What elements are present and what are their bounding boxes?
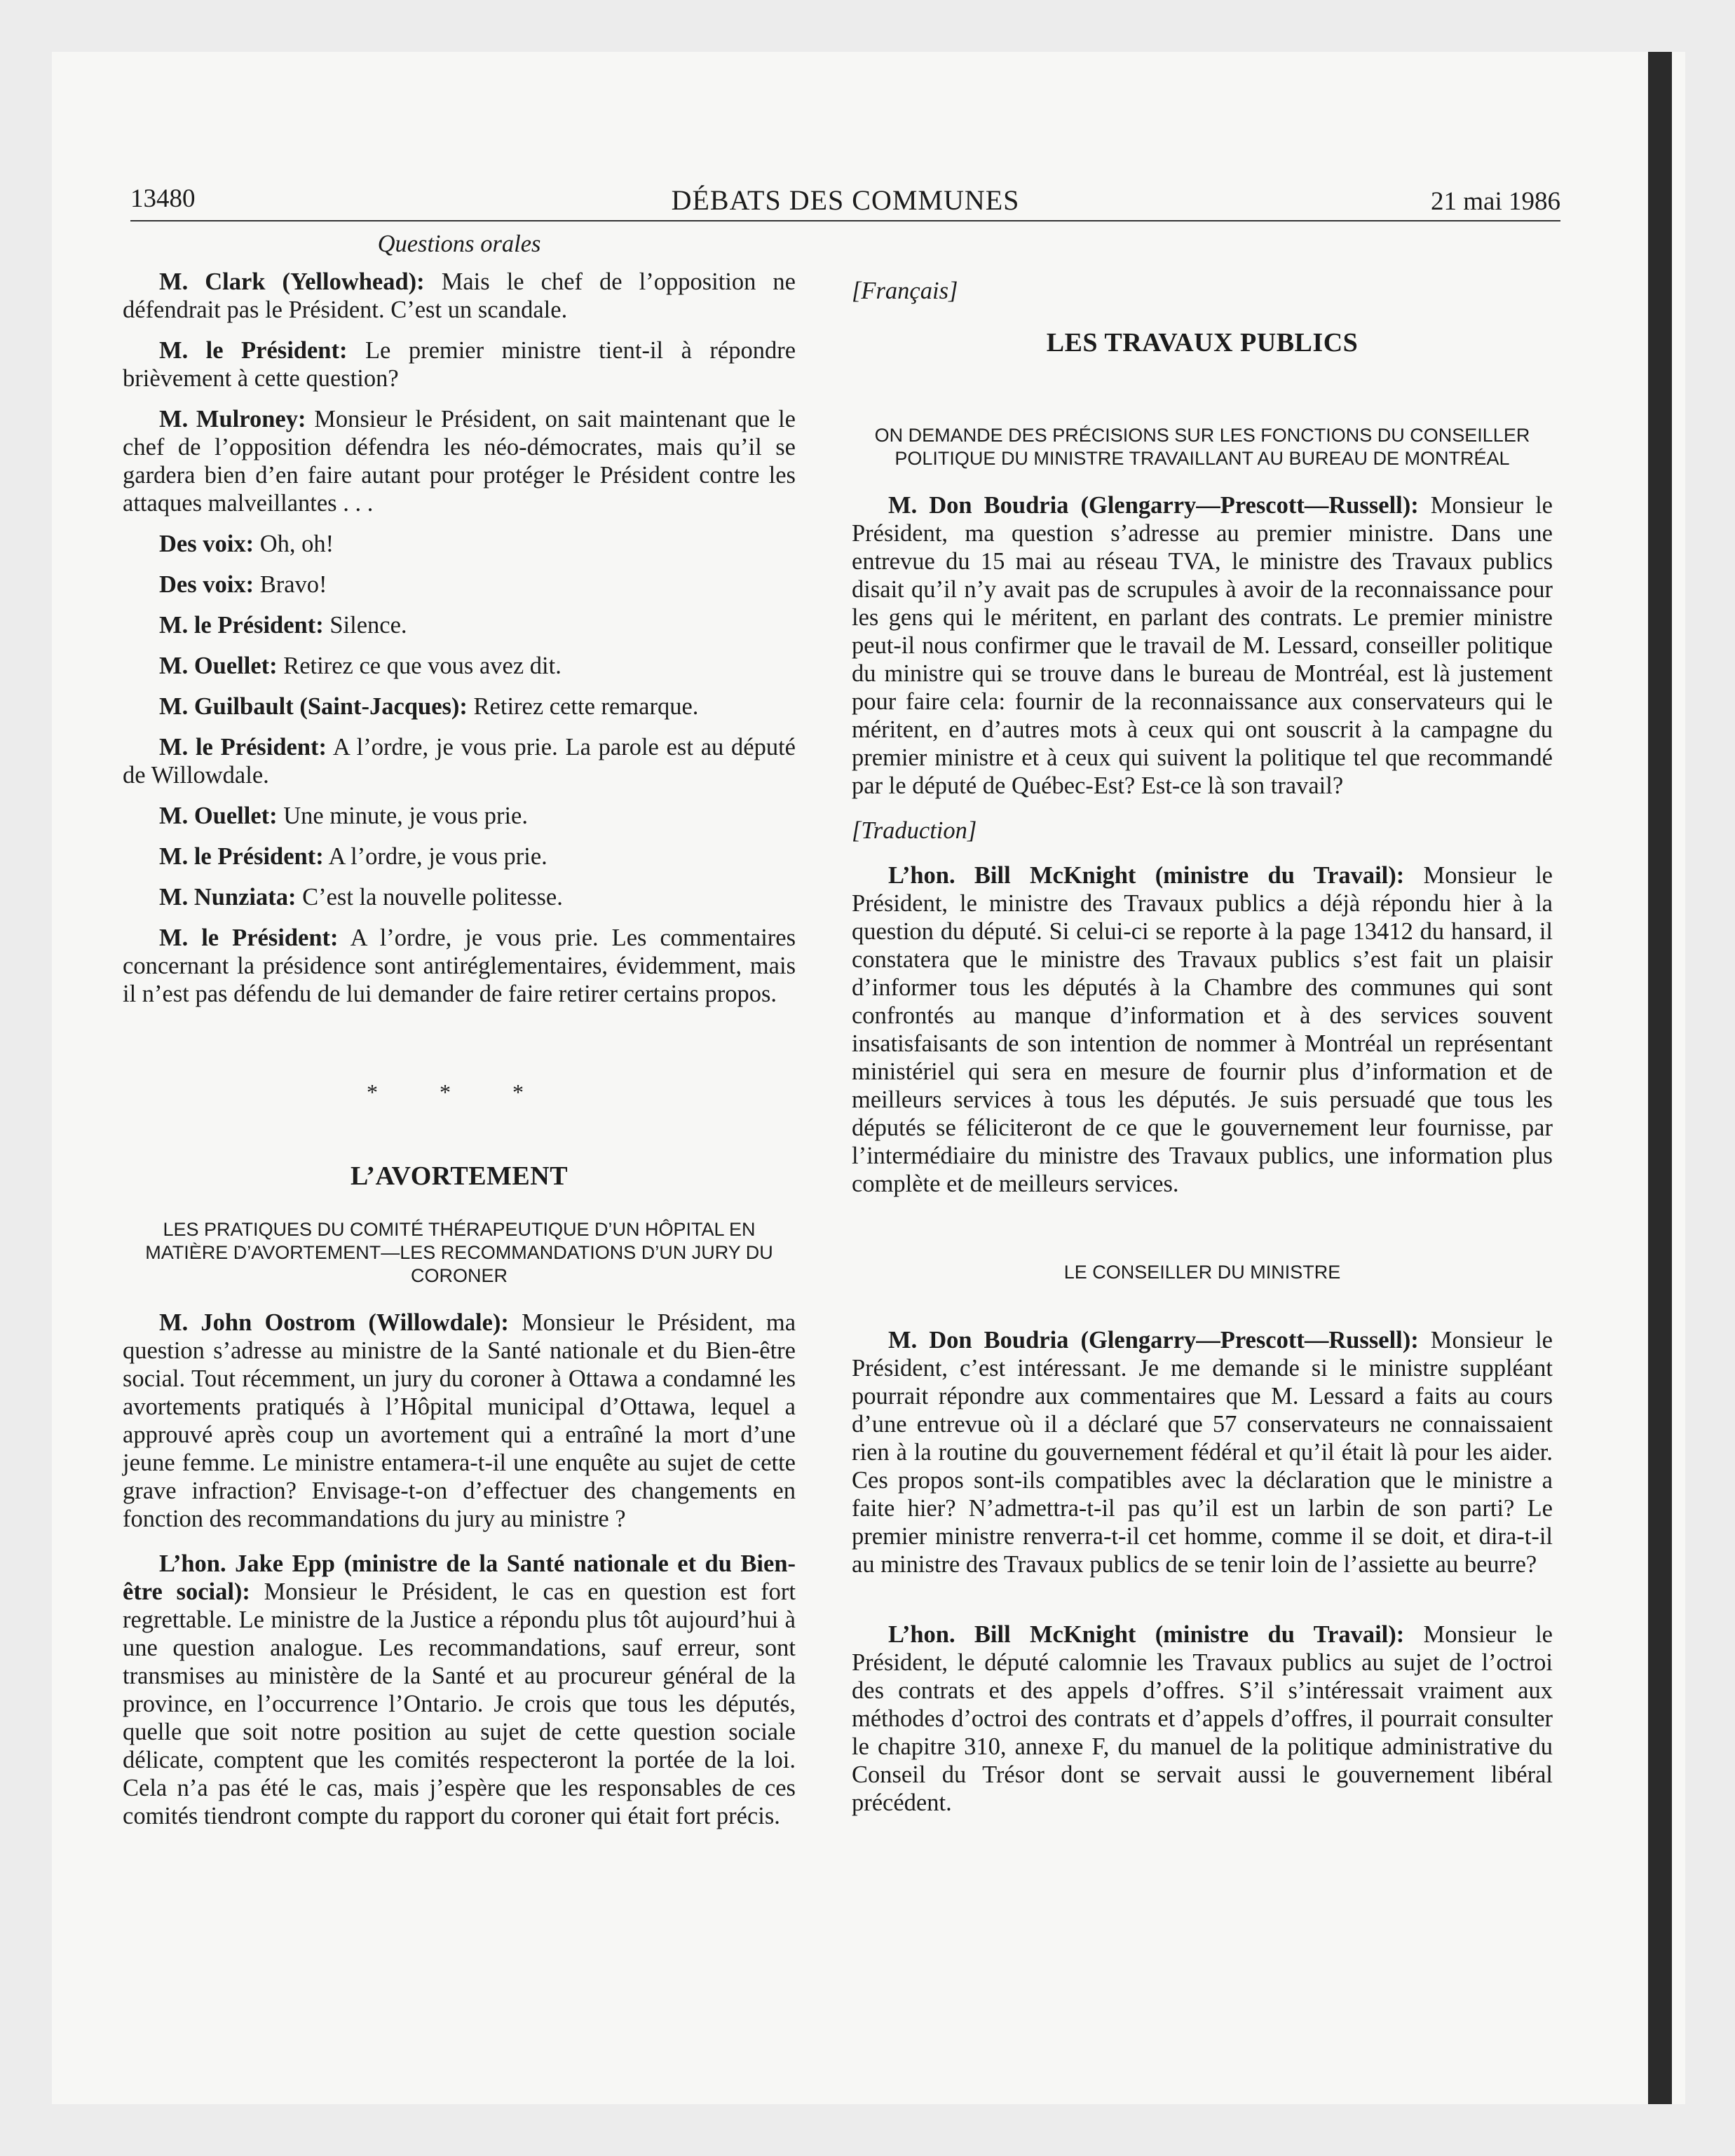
speaker: M. Don Boudria (Glengarry—Prescott—Russell): [888,1327,1419,1353]
speech-text: Une minute, je vous prie. [283,803,528,829]
speaker: M. Ouellet: [159,653,278,679]
speech [852,491,1553,800]
speech-text: Le premier ministre tient-il à répondre brièvement à cette question? [123,337,796,392]
speaker: Des voix: [159,571,254,598]
speech-text: Silence. [329,612,407,639]
speaker: L’hon. Jake Epp (ministre de la Santé nationale et du Bien-être social): [123,1550,796,1605]
speech-text: Oh, oh! [259,531,334,557]
speech [123,405,796,517]
speech-text: Retirez cette remarque. [473,693,699,720]
speaker: M. John Oostrom (Willowdale): [159,1309,509,1336]
language-tag: [Traduction] [852,817,977,844]
section-separator: * * * [367,1079,552,1105]
speech-text: Bravo! [259,571,327,598]
right-column [852,277,1553,1834]
speech-text: Retirez ce que vous avez dit. [283,653,562,679]
speaker: M. Ouellet: [159,803,278,829]
section-title: L’AVORTEMENT [350,1161,569,1191]
speech [123,530,796,558]
speech-text: Monsieur le Président, ma question s’adresse au premier ministre. Dans une entrevue du 15 mai au réseau TVA, le ministre des Travaux publics disait qu’il n’y avait pas de scrupules à avoir de la reconnaissance pour les gens qui le méritent, en parlant des contrats. Le premier ministre peut-il nous confirmer que le travail de M. Lessard, conseiller politique du ministre qui se trouve dans le bureau de Montréal, est là justement pour faire cela: fournir de la reconnaissance aux conservateurs qui le méritent, en d’autres mots à ceux qui ont souscrit à la campagne du premier ministre et à ceux qui suivent la politique tel que recommandé par le député de Québec-Est? Est-ce là son travail? [852,492,1553,799]
section-subtitle: LES PRATIQUES DU COMITÉ THÉRAPEUTIQUE D’UN HÔPITAL EN MATIÈRE D’AVORTEMENT—LES RECOMMANDATIONS D’UN JURY DU CORONER [145,1219,773,1286]
speech-text: Monsieur le Président, le ministre des Travaux publics a déjà répondu hier à la question du député. Si celui-ci se reporte à la page 13412 du hansard, il constatera que le ministre des Travaux publics s’est fait un plaisir d’informer tous les députés à la Chambre des communes qui sont confrontés au manque d’information et à des services souvent insatisfaisants de son intention de nommer à Montréal un représentant ministériel qui sera en mesure de fournir plus d’information et de meilleurs services à tous les députés. Je suis persuadé que tous les députés se féliciteront de ce que le gouvernement leur fournisse, par l’intermédiaire du ministre des Travaux publics, une information plus complète et de meilleurs services. [852,862,1553,1197]
speech [852,1326,1553,1578]
speaker: M. Nunziata: [159,884,297,910]
speech-text: Monsieur le Président, le député calomnie les Travaux publics au sujet de l’octroi des contrats et des appels d’offres. S’il s’intéressait vraiment aux méthodes d’octroi des contrats et d’appels d’offres, il pourrait consulter le chapitre 310, annexe F, du manuel de la politique administrative du Conseil du Trésor dont se servait aussi le gouvernement libéral précédent. [852,1621,1553,1816]
speaker: Des voix: [159,531,254,557]
speech-text: Monsieur le Président, le cas en question est fort regrettable. Le ministre de la Justice a répondu plus tôt aujourd’hui à une question analogue. Les recommandations, sauf erreur, sont transmises au ministère de la Santé et au procureur général de la province, en l’occurrence l’Ontario. Je crois que tous les députés, quelle que soit notre position au sujet de cette question sociale délicate, comptent que les comités respecteront la portée de la loi. Cela n’a pas été le cas, mais j’espère que les responsables de ces comités tiendront compte du rapport du coroner qui était fort précis. [123,1578,796,1829]
speech [123,611,796,639]
section-label: Questions orales [377,231,541,257]
speaker: M. le Président: [159,734,327,760]
speaker: M. le Président: [159,843,324,870]
left-column [123,230,796,1847]
speaker: M. Don Boudria (Glengarry—Prescott—Russell): [888,492,1419,519]
speech [123,733,796,789]
speaker: M. le Président: [159,925,339,951]
speech-text: A l’ordre, je vous prie. La parole est au député de Willowdale. [123,734,796,789]
speaker: M. le Président: [159,612,324,639]
speech [123,571,796,599]
section-subtitle: ON DEMANDE DES PRÉCISIONS SUR LES FONCTIONS DU CONSEILLER POLITIQUE DU MINISTRE TRAVAILLANT AU BUREAU DE MONTRÉAL [874,425,1530,469]
speech-text: C’est la nouvelle politesse. [302,884,563,910]
language-tag: [Français] [852,278,958,304]
page-title: DÉBATS DES COMMUNES [671,184,1020,216]
speech [123,924,796,1008]
page-number: 13480 [130,184,196,213]
speech-text: Mais le chef de l’opposition ne défendrait pas le Président. C’est un scandale. [123,268,796,323]
speech [852,861,1553,1198]
section-subtitle: LE CONSEILLER DU MINISTRE [1063,1262,1341,1283]
speech [123,802,796,830]
section-title: LES TRAVAUX PUBLICS [1046,328,1359,357]
speaker: L’hon. Bill McKnight (ministre du Travail): [888,1621,1405,1648]
speech-text: A l’ordre, je vous prie. Les commentaires concernant la présidence sont antiréglementaires, évidemment, mais il n’est pas défendu de lui demander de faire retirer certains propos. [123,925,796,1007]
speech [123,336,796,393]
page-header [130,181,1560,221]
speaker: M. le Président: [159,337,348,364]
speech-text: Monsieur le Président, on sait maintenant que le chef de l’opposition défendra les néo-démocrates, mais qu’il se gardera bien d’en faire autant pour protéger le Président contre les attaques malveillantes . . . [123,406,796,517]
speech [123,692,796,721]
speaker: M. Mulroney: [159,406,306,432]
page-date: 21 mai 1986 [1431,187,1560,216]
speaker: L’hon. Bill McKnight (ministre du Travail): [888,862,1405,889]
speech-text: A l’ordre, je vous prie. [328,843,547,870]
speech [123,268,796,324]
speech [123,1309,796,1533]
speech [123,652,796,680]
scan-edge [1648,52,1672,2104]
speaker: M. Guilbault (Saint-Jacques): [159,693,468,720]
speech [123,842,796,871]
speech [123,883,796,911]
speech [852,1621,1553,1817]
speech-text: Monsieur le Président, c’est intéressant. Je me demande si le ministre suppléant pourrait répondre aux commentaires que M. Lessard a faits au cours d’une entrevue où il a déclaré que 57 conservateurs ne connaissaient rien à la routine du gouvernement fédéral et qu’il était là pour les aider. Ces propos sont-ils compatibles avec la déclaration que le ministre a faite hier? N’admettra-t-il pas qu’il est un larbin de son parti? Le premier ministre renverra-t-il cet homme, comme il se doit, et dira-t-il au ministre des Travaux publics de se tenir loin de l’assiette au beurre? [852,1327,1553,1578]
speech-text: Monsieur le Président, ma question s’adresse au ministre de la Santé nationale et du Bien-être social. Tout récemment, un jury du coroner à Ottawa a condamné les avortements pratiqués à l’Hôpital municipal d’Ottawa, lequel a approuvé après coup un avortement qui a entraîné la mort d’une jeune femme. Le ministre entamera-t-il une enquête au sujet de cette grave infraction? Envisage-t-on d’effectuer des changements en fonction des recommandations du jury au ministre ? [123,1309,796,1532]
speaker: M. Clark (Yellowhead): [159,268,425,295]
speech [123,1550,796,1830]
